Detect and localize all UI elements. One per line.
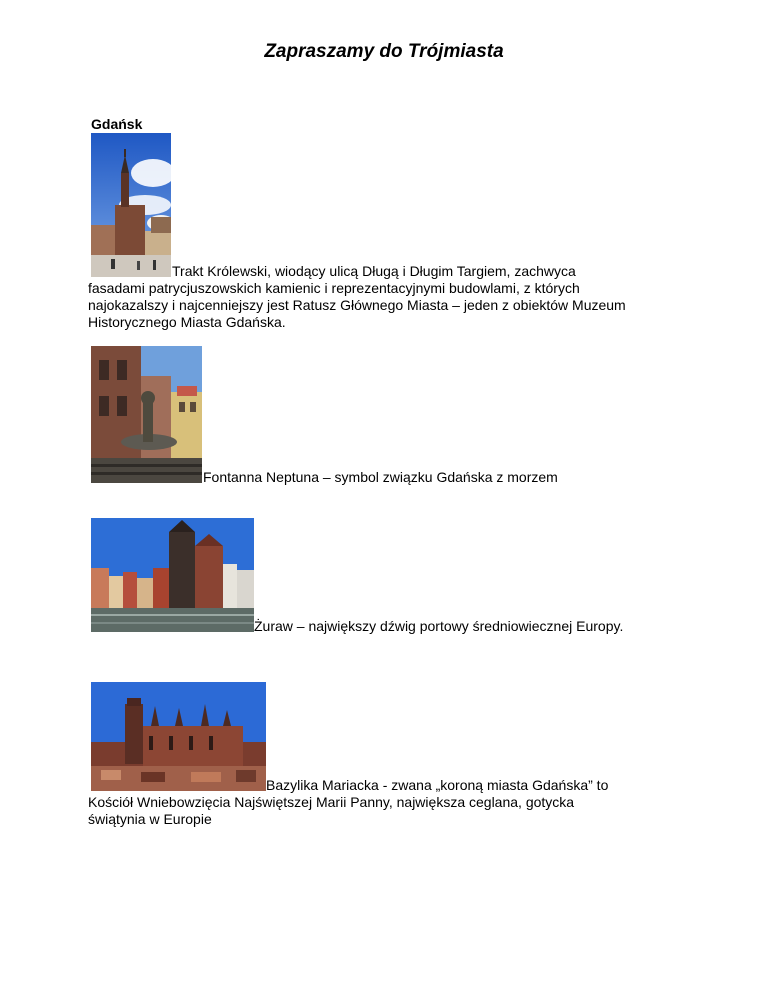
crane-photo <box>91 518 254 632</box>
entry-4-caption-first: Bazylika Mariacka - zwana „koroną miasta Gdańska” to <box>266 777 609 793</box>
neptune-fountain-photo <box>91 346 202 483</box>
town-hall-photo <box>91 133 171 277</box>
entry-2-caption: Fontanna Neptuna – symbol związku Gdańska z morzem <box>203 469 558 485</box>
entry-1-caption-first: Trakt Królewski, wiodący ulicą Długą i Długim Targiem, zachwyca <box>172 263 576 279</box>
entry-3-caption: Żuraw – największy dźwig portowy średniowiecznej Europy. <box>254 618 624 634</box>
entry-1-caption-rest: fasadami patrycjuszowskich kamienic i reprezentacyjnymi budowlami, z których najokazalszy i najcenniejszy jest Ratusz Głównego Miasta – jeden z obiektów Muzeum Historycznego Miasta Gdańska. <box>88 280 626 330</box>
basilica-photo <box>91 682 266 791</box>
entry-4-caption-rest: Kościół Wniebowzięcia Najświętszej Marii Panny, największa ceglana, gotycka świątynia w Europie <box>88 794 575 827</box>
section-heading-gdansk: Gdańsk <box>91 116 143 132</box>
page-title: Zapraszamy do Trójmiasta <box>264 41 504 62</box>
